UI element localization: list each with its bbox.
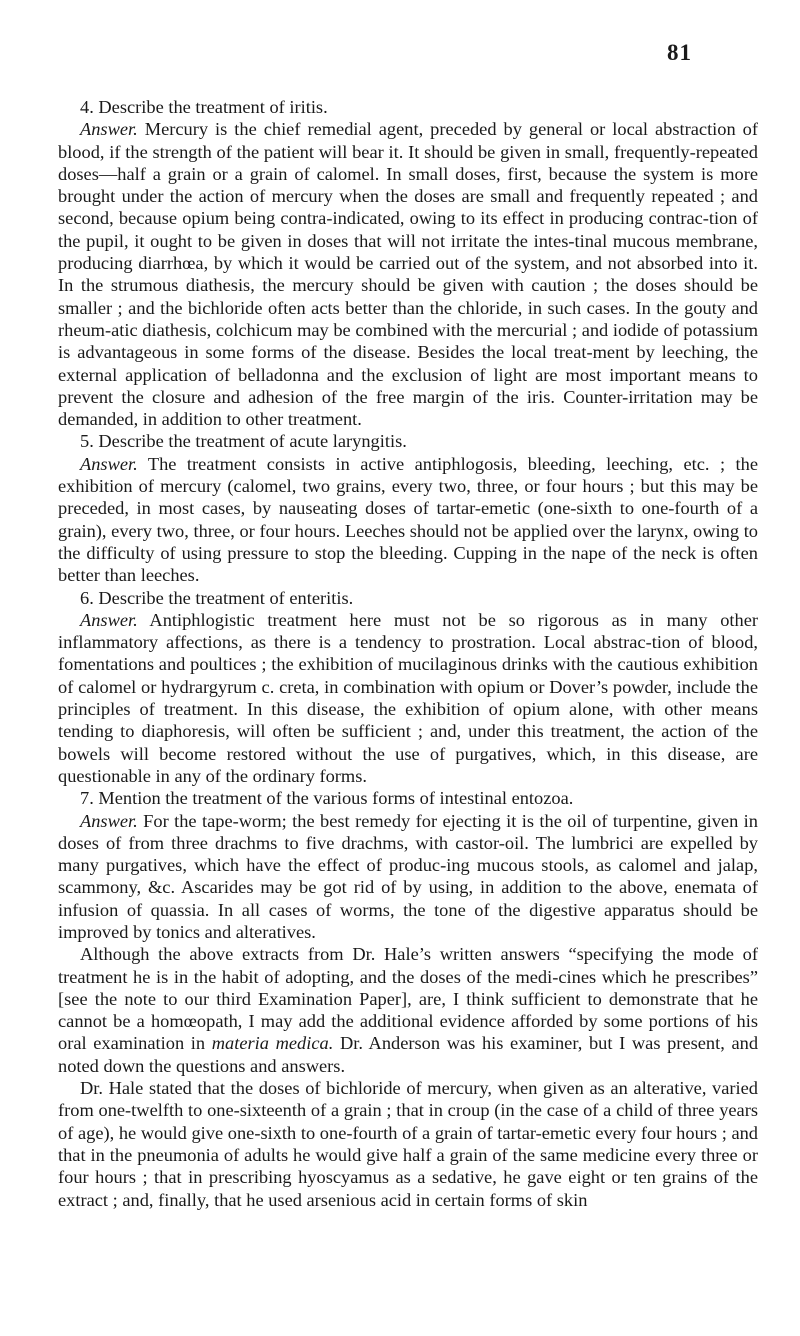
answer-5 xyxy=(58,453,758,587)
answer-4-label: Answer. xyxy=(80,119,138,140)
question-5 xyxy=(58,430,758,452)
answer-4 xyxy=(58,118,758,430)
question-4-text: 4. Describe the treatment of iritis. xyxy=(80,97,328,117)
answer-7-label: Answer. xyxy=(80,810,138,831)
page-body xyxy=(58,96,758,1211)
commentary-paragraph-2: Dr. Hale stated that the doses of bichloride of mercury, when given as an alterative, varied from one-twelfth to one-sixteenth of a grain ; that in croup (in the case of a child of three years of age), he would give one-sixth to one-fourth of a grain of tartar-emetic every four hours ; and that in the pneumonia of adults he would give half a grain of the same medicine every three or four hours ; that in prescribing hyoscyamus as a sedative, he gave eight or ten grains of the extract ; and, finally, that he used arsenious acid in certain forms of skin xyxy=(58,1078,758,1210)
question-6 xyxy=(58,587,758,609)
materia-medica-italic: materia medica. xyxy=(211,1033,334,1054)
commentary-1-text-before: Although the above extracts from Dr. Hale’s written answers “specifying the mode of treatment he is in the habit of adopting, and the doses of the medi-cines which he prescribes” [see the note to our third Examination Paper], are, I think sufficient to demonstrate that he cannot be a homœopath, I may add the additional evidence afforded by some portions of his oral examination in xyxy=(58,944,758,1054)
question-6-text: 6. Describe the treatment of enteritis. xyxy=(80,587,354,608)
commentary-1-text-after: Dr. Anderson was his examiner, but I was present, and noted down the questions and answers. xyxy=(58,1033,759,1076)
question-4 xyxy=(58,96,758,118)
question-7-text: 7. Mention the treatment of the various forms of intestinal entozoa. xyxy=(80,788,574,809)
answer-5-text: The treatment consists in active antiphlogosis, bleeding, leeching, etc. ; the exhibition of mercury (calomel, two grains, every two, three, or four hours ; but this may be preceded, in most cases, by nauseating doses of tartar-emetic (one-sixth to one-fourth of a grain), every two, three, or four hours. Leeches should not be applied over the larynx, owing to the difficulty of using pressure to stop the bleeding. Cupping in the nape of the neck is often better than leeches. xyxy=(58,453,758,586)
question-7 xyxy=(58,787,758,809)
answer-6-text: Antiphlogistic treatment here must not be so rigorous as in many other inflammatory affections, as there is a tendency to prostration. Local abstrac-tion of blood, fomentations and poultices ; the exhibition of mucilaginous drinks with the cautious exhibition of calomel or hydrargyrum c. creta, in combination with opium or Dover’s powder, include the principles of treatment. In this disease, the exhibition of opium alone, with other means tending to diaphoresis, will often be sufficient ; and, under this treatment, the action of the bowels will become restored without the use of purgatives, which, in this disease, are questionable in any of the ordinary forms. xyxy=(58,609,758,786)
page-number: 81 xyxy=(667,40,692,65)
answer-4-text: Mercury is the chief remedial agent, preceded by general or local abstraction of blood, if the strength of the patient will bear it. It should be given in small, frequently-repeated doses—half a grain or a grain of calomel. In small doses, first, because the system is more brought under the action of mercury when the doses are small and frequently repeated ; and second, because opium being contra-indicated, owing to its effect in producing contrac-tion of the pupil, it ought to be given in doses that will not irritate the intes-tinal mucous membrane, producing diarrhœa, by which it would be carried out of the system, and not absorbed into it. In the strumous diathesis, the mercury should be given with caution ; the doses should be smaller ; and the bichloride often acts better than the chloride, in such cases. In the gouty and rheum-atic diathesis, colchicum may be combined with the mercurial ; and iodide of potassium is advantageous in some forms of the disease. Besides the local treat-ment by leeching, the external application of belladonna and the exclusion of light are most important means to prevent the closure and adhesion of the free margin of the iris. Counter-irritation may be demanded, in addition to other treatment. xyxy=(58,119,758,430)
answer-7 xyxy=(58,810,758,944)
answer-7-text: For the tape-worm; the best remedy for ejecting it is the oil of turpentine, given in doses of from three drachms to five drachms, with castor-oil. The lumbrici are expelled by many purgatives, which have the effect of produc-ing mucous stools, as calomel and jalap, scammony, &c. Ascarides may be got rid of by using, in addition to the above, enemata of infusion of quassia. In all cases of worms, the tone of the digestive apparatus should be improved by tonics and alteratives. xyxy=(58,810,758,942)
answer-5-label: Answer. xyxy=(80,453,138,474)
answer-6-label: Answer. xyxy=(80,609,138,630)
question-5-text: 5. Describe the treatment of acute laryngitis. xyxy=(80,431,407,452)
commentary-paragraph-1 xyxy=(58,943,758,1077)
answer-6 xyxy=(58,609,758,787)
